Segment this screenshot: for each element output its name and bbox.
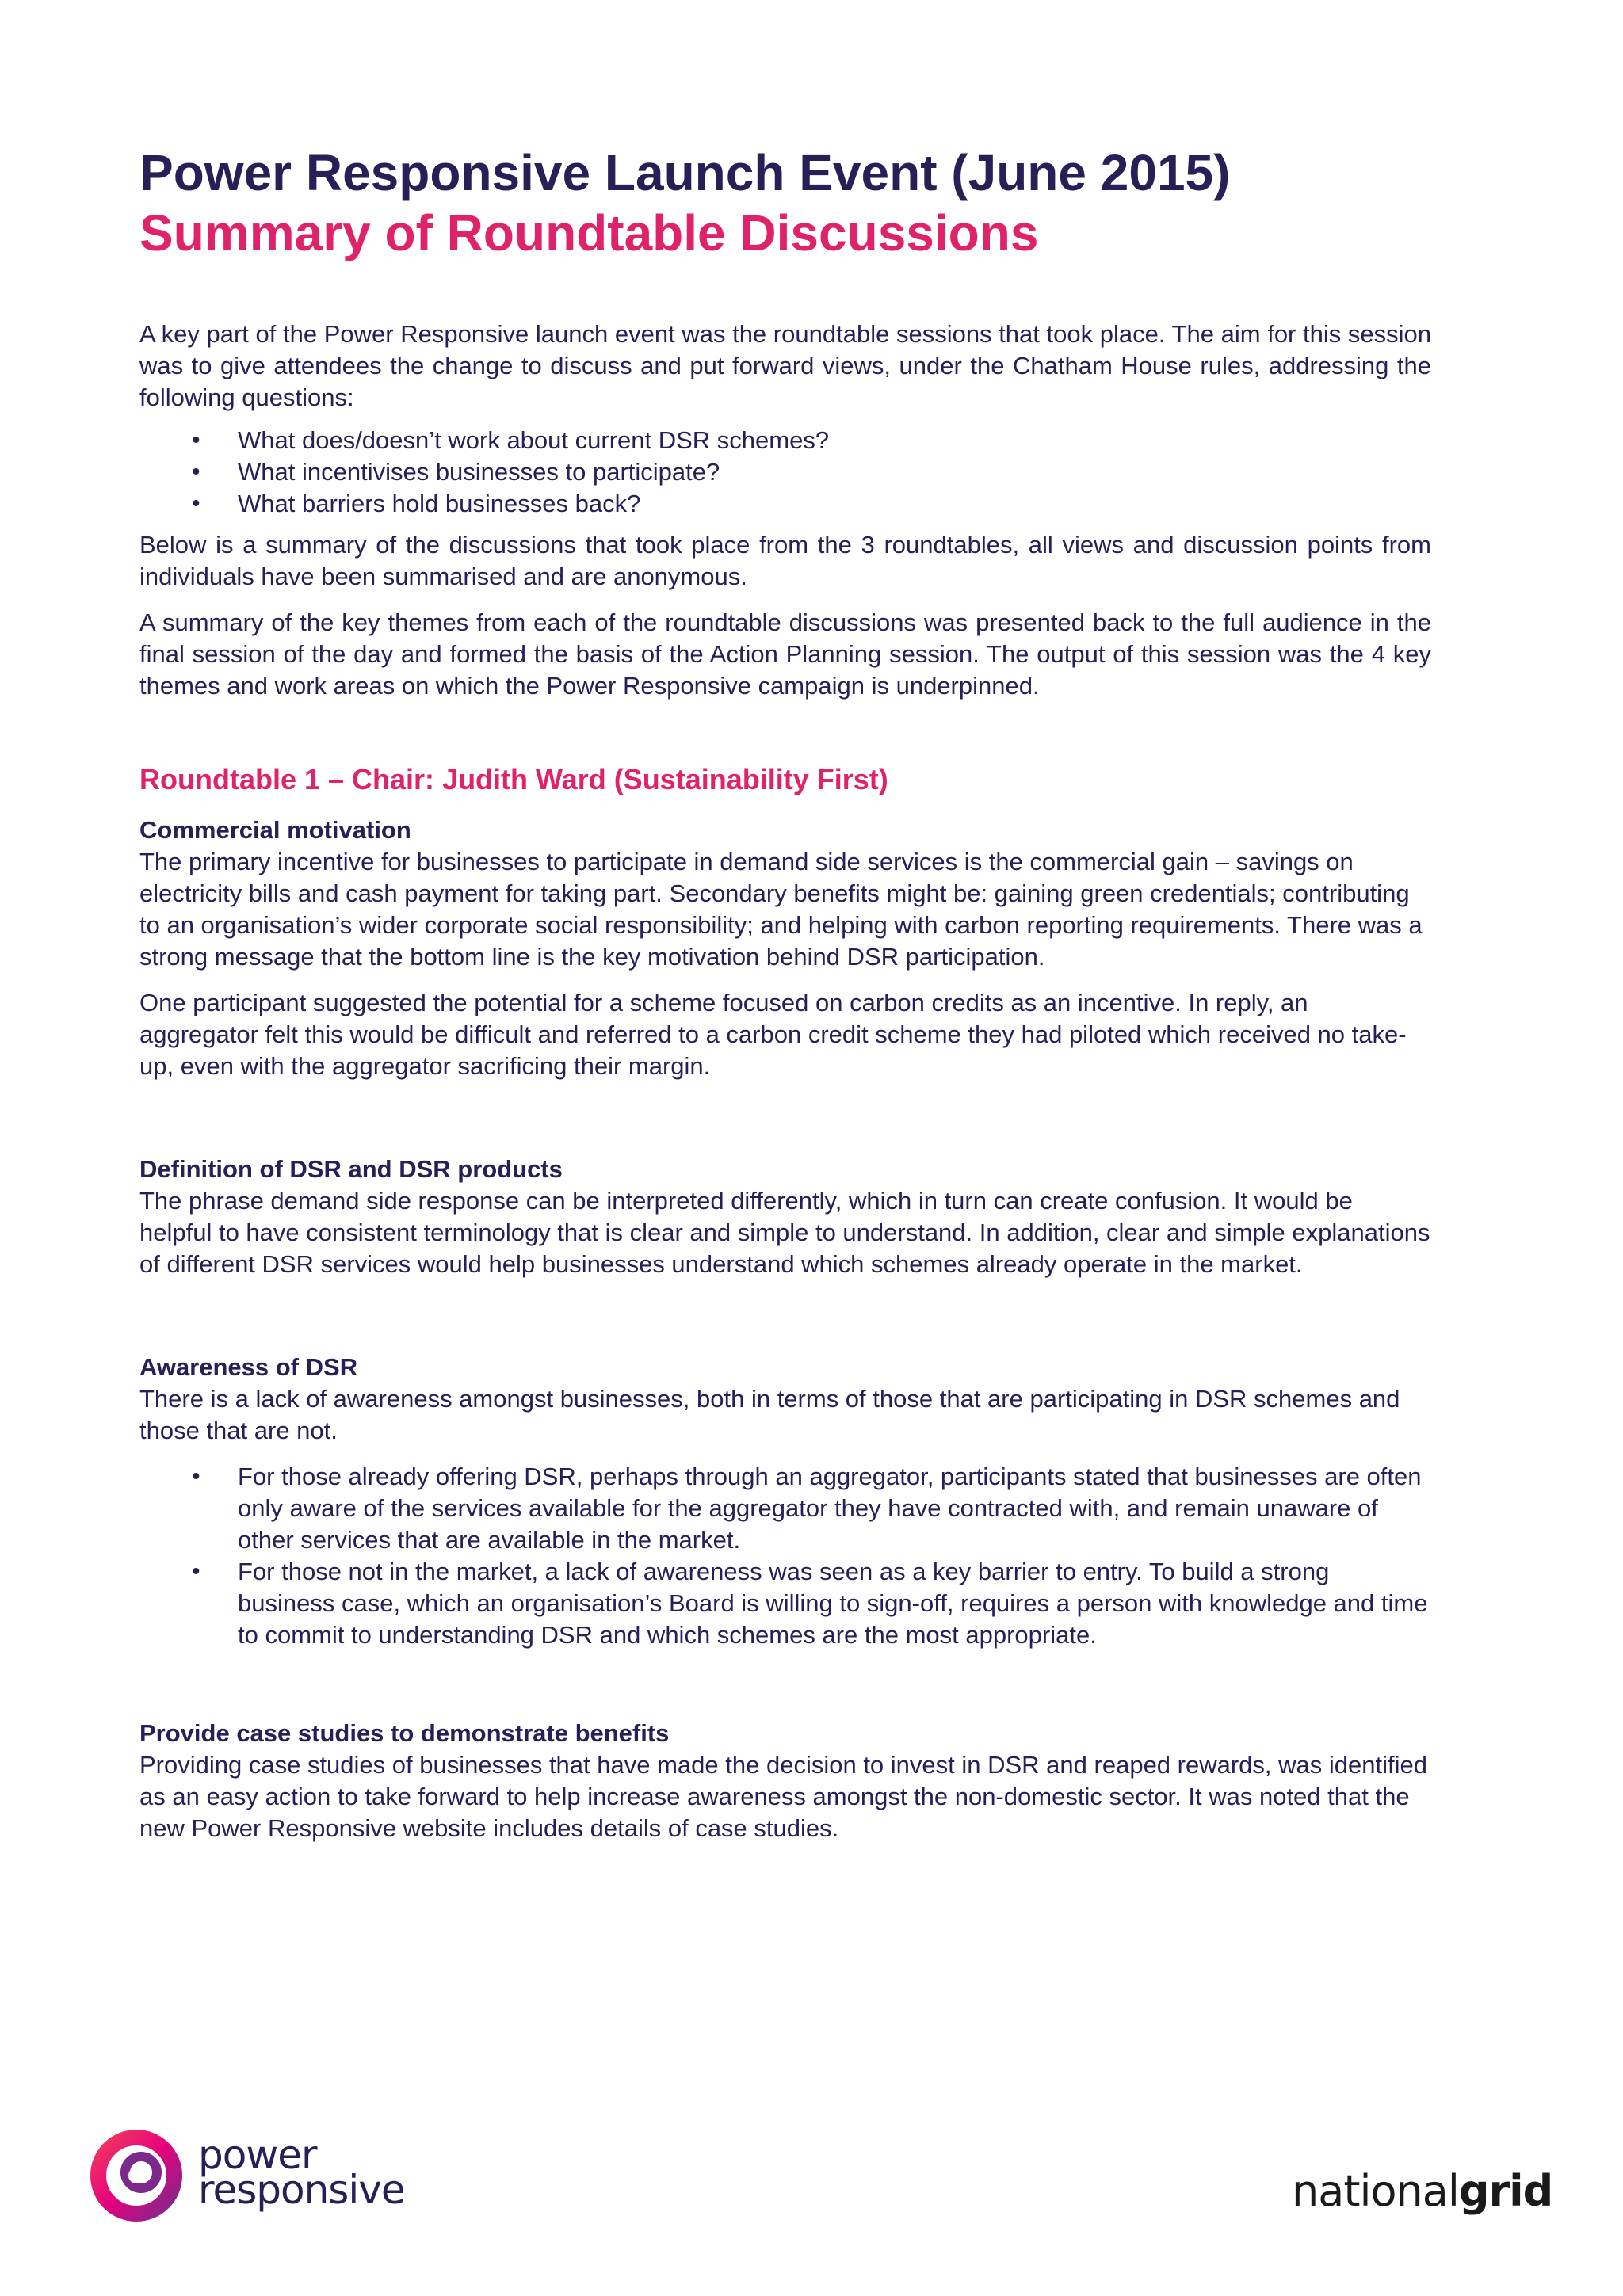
list-item: • For those already offering DSR, perhaps through an aggregator, participants stated that businesses are often only aware of the services available for the aggregator they have contracted with, and remain unaware of other services that are available in the market. bbox=[238, 1461, 1431, 1556]
power-responsive-logo bbox=[87, 2123, 420, 2226]
commercial-heading: Commercial motivation bbox=[139, 816, 411, 844]
list-item: • For those not in the market, a lack of awareness was seen as a key barrier to entry. To build a strong business case, which an organisation’s Board is willing to sign-off, requires a person with knowledge and time to commit to understanding DSR and which schemes are the most appropriate. bbox=[238, 1556, 1431, 1651]
logo-word-responsive: responsive bbox=[198, 2167, 405, 2213]
logo-word-national: national bbox=[1292, 2166, 1459, 2216]
page-title: Power Responsive Launch Event (June 2015) bbox=[139, 144, 1231, 201]
logo-word-grid: grid bbox=[1458, 2166, 1553, 2216]
awareness-section bbox=[139, 1352, 1431, 1651]
awareness-heading: Awareness of DSR bbox=[139, 1353, 358, 1381]
commercial-paragraph-1: The primary incentive for businesses to participate in demand side services is the commercial gain – savings on electricity bills and cash payment for taking part. Secondary benefits might be: gaining green credentials; contributing to an organisation’s wider corporate social responsibility; and helping with carbon reporting requirements. There was a strong message that the bottom line is the key motivation behind DSR participation. bbox=[139, 848, 1423, 971]
intro-paragraph-2: Below is a summary of the discussions that took place from the 3 roundtables, all views and discussion points from individuals have been summarised and are anonymous. bbox=[139, 531, 1431, 590]
list-item: • What incentivises businesses to participate? bbox=[238, 456, 1431, 488]
intro-paragraph-1: A key part of the Power Responsive launch event was the roundtable sessions that took place. The aim for this session was to give attendees the change to discuss and put forward views, under the Chatham House rules, addressing the following questions: bbox=[139, 320, 1431, 411]
list-item: • What does/doesn’t work about current DSR schemes? bbox=[238, 425, 1431, 456]
commercial-paragraph-2: One participant suggested the potential for a scheme focused on carbon credits as an incentive. In reply, an aggregator felt this would be difficult and referred to a carbon credit scheme they had piloted which received no take-up, even with the aggregator sacrificing their margin. bbox=[139, 989, 1407, 1080]
roundtable-title: Roundtable 1 – Chair: Judith Ward (Sustainability First) bbox=[139, 763, 888, 795]
definition-section bbox=[139, 1154, 1431, 1280]
power-responsive-mark-icon bbox=[87, 2123, 190, 2226]
awareness-paragraph: There is a lack of awareness amongst businesses, both in terms of those that are participating in DSR schemes and those that are not. bbox=[139, 1385, 1400, 1444]
page-content bbox=[139, 143, 1431, 1844]
definition-paragraph: The phrase demand side response can be interpreted differently, which in turn can create confusion. It would be helpful to have consistent terminology that is clear and simple to understand. In addition, clear and simple explanations of different DSR services would help businesses understand which schemes already operate in the market. bbox=[139, 1187, 1430, 1278]
intro-paragraph-3: A summary of the key themes from each of the roundtable discussions was presented back to the full audience in the final session of the day and formed the basis of the Action Planning session. The output of this session was the 4 key themes and work areas on which the Power Responsive campaign is underpinned. bbox=[139, 608, 1431, 700]
national-grid-logo bbox=[1292, 2166, 1553, 2216]
case-studies-heading: Provide case studies to demonstrate benefits bbox=[139, 1719, 670, 1747]
commercial-section bbox=[139, 814, 1431, 1082]
page-subtitle: Summary of Roundtable Discussions bbox=[139, 204, 1039, 261]
definition-heading: Definition of DSR and DSR products bbox=[139, 1155, 563, 1183]
logo-word-power: power bbox=[198, 2132, 317, 2178]
list-item: • What barriers hold businesses back? bbox=[238, 488, 1431, 520]
case-studies-section bbox=[139, 1718, 1431, 1844]
awareness-list bbox=[139, 1461, 1431, 1651]
power-responsive-wordmark bbox=[198, 2132, 405, 2213]
case-studies-paragraph: Providing case studies of businesses that have made the decision to invest in DSR and reaped rewards, was identified as an easy action to take forward to help increase awareness amongst the non-domestic sector. It was noted that the new Power Responsive website includes details of case studies. bbox=[139, 1751, 1427, 1842]
questions-list bbox=[139, 425, 1431, 520]
national-grid-wordmark bbox=[1292, 2166, 1553, 2216]
